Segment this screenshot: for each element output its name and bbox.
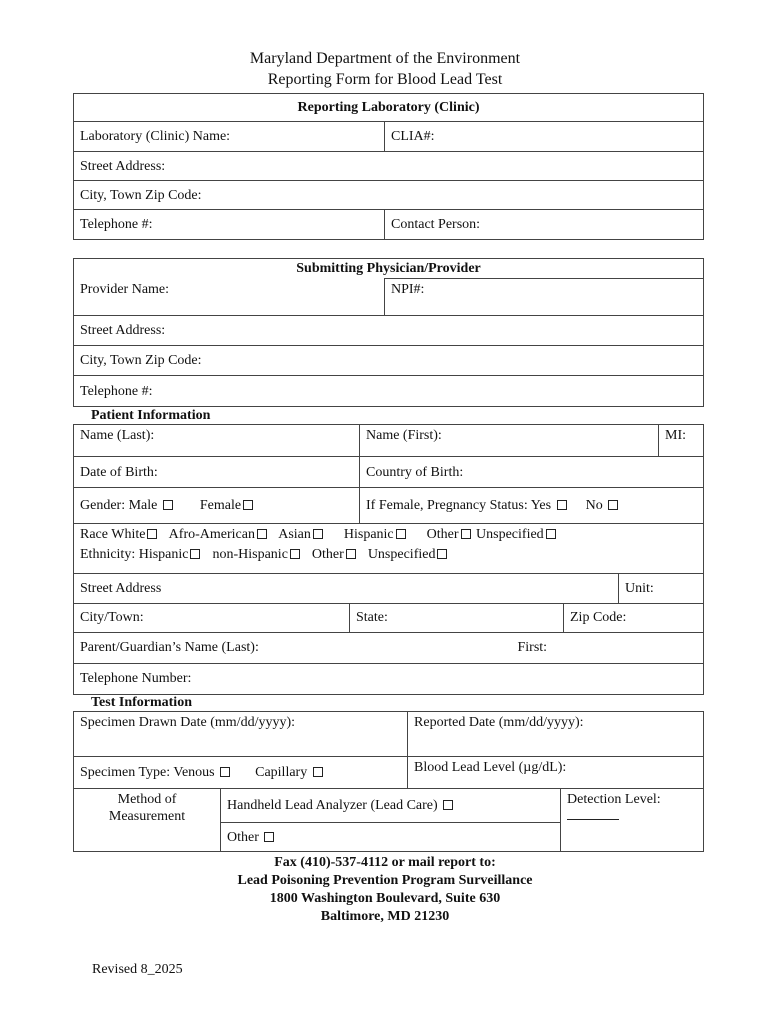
test-section-title: Test Information — [91, 695, 192, 710]
detection-level-blank[interactable] — [567, 808, 619, 820]
handheld-checkbox[interactable] — [443, 800, 453, 810]
ethnicity-row — [74, 545, 704, 573]
male-checkbox[interactable] — [163, 500, 173, 510]
gender-row — [74, 488, 360, 524]
handheld-label: Handheld Lead Analyzer (Lead Care) — [227, 798, 438, 813]
patient-street-field[interactable]: Street Address — [74, 573, 619, 603]
race-other-label: Other — [426, 527, 459, 542]
test-table — [73, 711, 704, 852]
race-white-checkbox[interactable] — [147, 529, 157, 539]
dob-field[interactable]: Date of Birth: — [74, 457, 360, 488]
patient-first-name-field[interactable]: Name (First): — [360, 425, 659, 457]
patient-last-name-field[interactable]: Name (Last): — [74, 425, 360, 457]
clia-field[interactable]: CLIA#: — [385, 122, 704, 152]
program-line: Lead Poisoning Prevention Program Surveillance — [237, 873, 533, 888]
lab-name-field[interactable]: Laboratory (Clinic) Name: — [74, 122, 385, 152]
pregnant-yes-checkbox[interactable] — [557, 500, 567, 510]
npi-field[interactable]: NPI#: — [385, 279, 704, 316]
guardian-first-field[interactable]: First: — [518, 632, 704, 663]
ethnicity-other-checkbox[interactable] — [346, 549, 356, 559]
patient-section-title: Patient Information — [91, 408, 211, 423]
detection-level-label: Detection Level: — [567, 792, 661, 807]
patient-zip-field[interactable]: Zip Code: — [564, 603, 704, 632]
patient-table — [73, 424, 704, 695]
provider-street-field[interactable]: Street Address: — [74, 316, 704, 346]
female-checkbox[interactable] — [243, 500, 253, 510]
provider-city-field[interactable]: City, Town Zip Code: — [74, 346, 704, 376]
lab-contact-field[interactable]: Contact Person: — [385, 210, 704, 240]
race-hispanic-checkbox[interactable] — [396, 529, 406, 539]
lab-section-title: Reporting Laboratory (Clinic) — [74, 94, 704, 122]
ethnicity-non-checkbox[interactable] — [290, 549, 300, 559]
agency-title: Maryland Department of the Environment — [249, 50, 521, 67]
lab-table — [73, 93, 704, 240]
pregnancy-label: If Female, Pregnancy Status: Yes — [366, 498, 552, 513]
fax-line: Fax (410)-537-4112 or mail report to: — [274, 855, 496, 870]
lab-street-field[interactable]: Street Address: — [74, 152, 704, 181]
patient-city-field[interactable]: City/Town: — [74, 603, 350, 632]
ethnicity-unspecified-label: Unspecified — [367, 547, 436, 562]
race-asian-label: Asian — [278, 527, 311, 542]
race-afro-checkbox[interactable] — [257, 529, 267, 539]
ethnicity-label: Ethnicity: Hispanic — [80, 547, 189, 562]
form-header — [0, 48, 770, 90]
revision-note: Revised 8_2025 — [92, 962, 183, 977]
gender-label: Gender: Male — [80, 498, 158, 513]
detection-level-field[interactable] — [561, 789, 704, 852]
pregnant-no-label: No — [585, 498, 603, 513]
ethnicity-non-label: non-Hispanic — [212, 547, 288, 562]
provider-name-field[interactable]: Provider Name: — [74, 279, 385, 316]
race-unspecified-label: Unspecified — [476, 527, 544, 542]
other-method-checkbox[interactable] — [264, 832, 274, 842]
race-label: Race White — [80, 527, 146, 542]
mailing-instructions — [0, 854, 770, 926]
ethnicity-hispanic-checkbox[interactable] — [190, 549, 200, 559]
patient-mi-field[interactable]: MI: — [659, 425, 704, 457]
ethnicity-unspecified-checkbox[interactable] — [437, 549, 447, 559]
patient-state-field[interactable]: State: — [350, 603, 564, 632]
race-hispanic-label: Hispanic — [343, 527, 394, 542]
pregnancy-row — [360, 488, 704, 524]
method-label: Method of Measurement — [74, 789, 221, 852]
specimen-type-label: Specimen Type: Venous — [80, 765, 215, 780]
patient-unit-field[interactable]: Unit: — [619, 573, 704, 603]
country-of-birth-field[interactable]: Country of Birth: — [360, 457, 704, 488]
lab-phone-field[interactable]: Telephone #: — [74, 210, 385, 240]
race-afro-label: Afro-American — [168, 527, 255, 542]
patient-phone-field[interactable]: Telephone Number: — [74, 663, 704, 694]
capillary-checkbox[interactable] — [313, 767, 323, 777]
blood-lead-level-field[interactable]: Blood Lead Level (µg/dL): — [408, 757, 704, 789]
other-method-label: Other — [227, 829, 259, 845]
race-row — [74, 524, 704, 546]
guardian-last-field[interactable]: Parent/Guardian’s Name (Last): — [74, 632, 518, 663]
handheld-row — [221, 789, 561, 823]
pregnant-no-checkbox[interactable] — [608, 500, 618, 510]
race-unspecified-checkbox[interactable] — [546, 529, 556, 539]
race-other-checkbox[interactable] — [461, 529, 471, 539]
reported-date-field[interactable]: Reported Date (mm/dd/yyyy): — [408, 712, 704, 757]
city-line: Baltimore, MD 21230 — [320, 909, 450, 924]
venous-checkbox[interactable] — [220, 767, 230, 777]
address-line: 1800 Washington Boulevard, Suite 630 — [269, 891, 501, 906]
specimen-type-row — [74, 757, 408, 789]
form-title: Reporting Form for Blood Lead Test — [267, 71, 503, 88]
lab-city-field[interactable]: City, Town Zip Code: — [74, 181, 704, 210]
provider-table — [73, 258, 704, 407]
drawn-date-field[interactable]: Specimen Drawn Date (mm/dd/yyyy): — [74, 712, 408, 757]
ethnicity-other-label: Other — [311, 547, 344, 562]
race-asian-checkbox[interactable] — [313, 529, 323, 539]
provider-section-title: Submitting Physician/Provider — [74, 259, 704, 279]
provider-phone-field[interactable]: Telephone #: — [74, 376, 704, 407]
capillary-label: Capillary — [255, 765, 308, 780]
female-label: Female — [199, 498, 242, 513]
other-method-row — [221, 823, 561, 852]
